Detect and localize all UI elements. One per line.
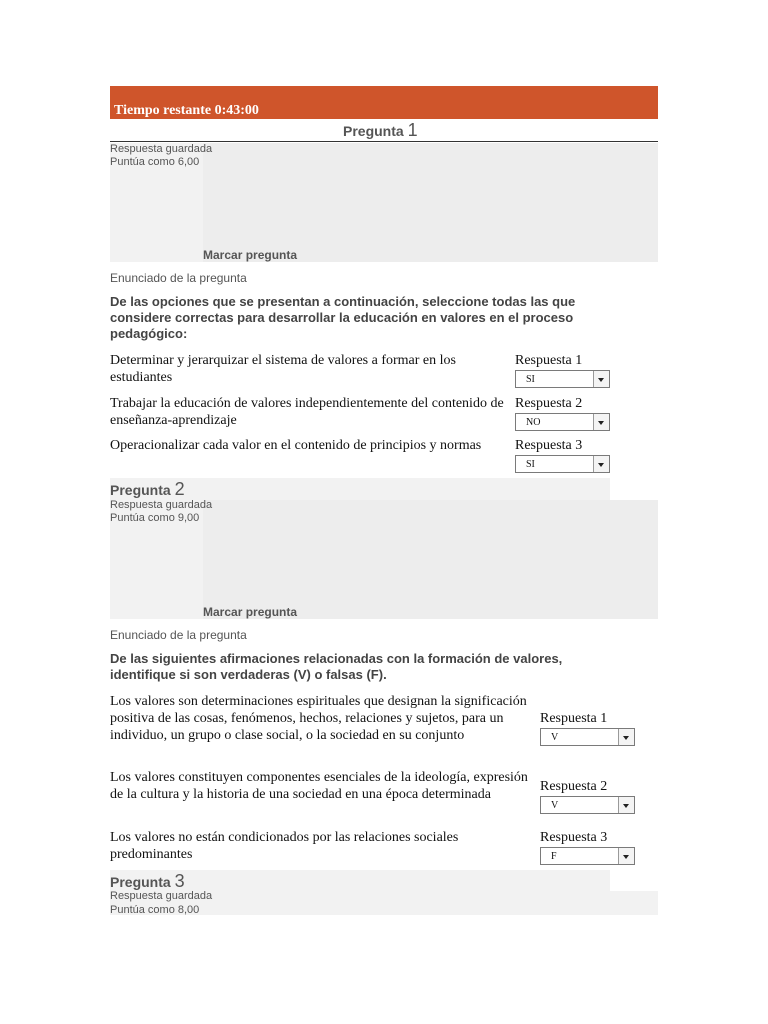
question-2-score: Puntúa como 9,00 [110,512,200,524]
selected-value: V [551,732,559,743]
question-number: 2 [174,479,185,499]
question-1-title [343,120,418,141]
question-2-answer-2-label: Respuesta 2 [540,779,608,794]
question-2-statement-label: Enunciado de la pregunta [110,628,247,642]
time-remaining: Tiempo restante 0:43:00 [114,103,259,118]
question-1-text: De las opciones que se presentan a continuación, seleccione todas las que considere correctas para desarrollar la educación en valores en el proceso pedagógico: [110,294,576,341]
chevron-down-icon [618,848,634,864]
question-1-status: Respuesta guardada [110,143,213,155]
question-number: 1 [407,120,418,140]
question-number: 3 [174,871,185,891]
question-1-answer-1-label: Respuesta 1 [515,353,583,368]
question-2-option-1: Los valores son determinaciones espirituales que designan la significación positiva de las cosas, fenómenos, hechos, relaciones y sujetos, para un individuo, un grupo o clase social, o la sociedad en su conjunto [110,694,527,743]
question-1-info-area [203,143,658,262]
question-2-option-3: Los valores no están condicionados por las relaciones sociales predominantes [110,830,459,862]
selected-value: SI [526,459,535,470]
question-2-title [110,479,185,500]
question-1-answer-3-label: Respuesta 3 [515,438,583,453]
question-2-text: De las siguientes afirmaciones relacionadas con la formación de valores, identifique si son verdaderas (V) o falsas (F). [110,651,563,682]
selected-value: V [551,800,559,811]
question-1-answer-3-select[interactable] [515,455,610,473]
question-3-header [110,870,610,891]
question-2-answer-3-label: Respuesta 3 [540,830,608,845]
question-1-option-3: Operacionalizar cada valor en el contenido de principios y normas [110,438,482,453]
question-1-answer-2-label: Respuesta 2 [515,396,583,411]
chevron-down-icon [593,371,609,387]
question-title-prefix: Pregunta [343,123,404,139]
question-2-flag-button[interactable]: Marcar pregunta [203,605,298,619]
question-1-answer-2-select[interactable] [515,413,610,431]
question-2-status: Respuesta guardada [110,499,213,511]
chevron-down-icon [618,797,634,813]
chevron-down-icon [593,414,609,430]
question-2-option-2: Los valores constituyen componentes esenciales de la ideología, expresión de la cultura y la historia de una sociedad en una época determinada [110,770,528,802]
question-1-answer-1-select[interactable] [515,370,610,388]
question-3-status: Respuesta guardada [110,890,213,902]
question-3-score: Puntúa como 8,00 [110,904,200,916]
question-title-prefix: Pregunta [110,874,171,890]
question-2-answer-1-label: Respuesta 1 [540,711,608,726]
chevron-down-icon [618,729,634,745]
question-1-option-2: Trabajar la educación de valores independientemente del contenido de enseñanza-aprendizaje [110,396,504,428]
selected-value: NO [526,417,541,428]
question-2-answer-1-select[interactable] [540,728,635,746]
chevron-down-icon [593,456,609,472]
selected-value: SI [526,374,535,385]
question-2-answer-2-select[interactable] [540,796,635,814]
question-2-header [110,478,610,500]
question-1-statement-label: Enunciado de la pregunta [110,271,247,285]
question-title-prefix: Pregunta [110,482,171,498]
question-1-option-1: Determinar y jerarquizar el sistema de valores a formar en los estudiantes [110,353,456,385]
question-2-info-area [203,500,658,619]
selected-value: F [551,851,557,862]
question-2-answer-3-select[interactable] [540,847,635,865]
question-1-flag-button[interactable]: Marcar pregunta [203,248,298,262]
question-1-score: Puntúa como 6,00 [110,156,200,168]
